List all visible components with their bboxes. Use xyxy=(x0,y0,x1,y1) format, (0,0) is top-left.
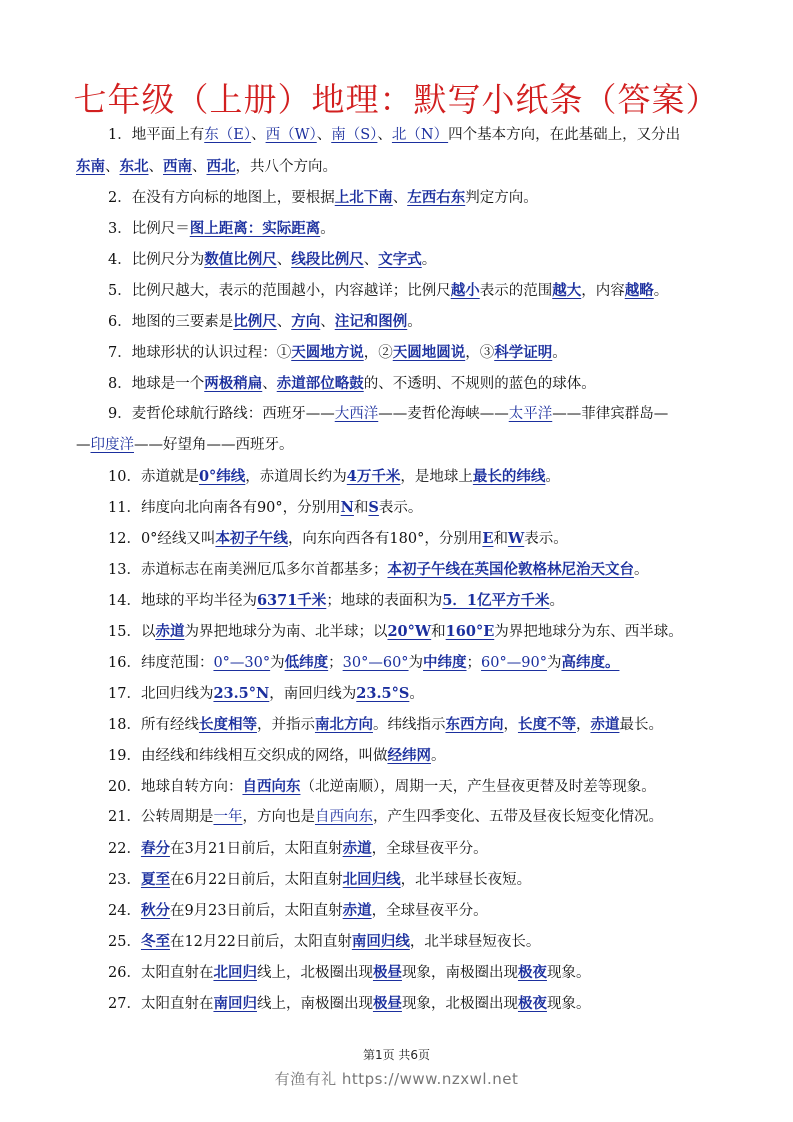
prompt-text: 。纬线指示 xyxy=(372,717,446,733)
answer-text: 经纬网 xyxy=(387,747,431,764)
answer-text: 太平洋 xyxy=(508,406,553,422)
answer-text: 上北下南 xyxy=(334,189,393,206)
answer-text: 长度相等 xyxy=(198,716,257,733)
prompt-text: 、 xyxy=(363,252,379,268)
prompt-text: 。 xyxy=(409,686,424,702)
answer-text: 南回归 xyxy=(213,995,257,1012)
prompt-text: 。 xyxy=(421,252,437,268)
prompt-text: 11．纬度向北向南各有90°，分别用 xyxy=(108,500,341,516)
prompt-text: 5．比例尺越大，表示的范围越小，内容越详；比例尺 xyxy=(108,283,451,299)
answer-text: 线段比例尺 xyxy=(291,251,364,268)
prompt-text: ， xyxy=(575,717,591,733)
answer-text: 最长的纬线 xyxy=(472,468,546,485)
prompt-text: 21．公转周期是 xyxy=(108,809,214,825)
item-1b xyxy=(76,151,736,182)
answer-text: 赤道部位略鼓 xyxy=(276,375,364,392)
answer-text: 比例尺 xyxy=(233,313,277,330)
answer-text: 东西方向 xyxy=(445,716,504,733)
prompt-text: 15．以 xyxy=(108,624,156,640)
answer-text: N xyxy=(340,499,354,516)
prompt-text: 1．地平面上有 xyxy=(108,127,205,143)
answer-text: 西北 xyxy=(206,158,236,175)
prompt-text: ，② xyxy=(363,345,393,361)
prompt-text: 现象，北极圈出现 xyxy=(401,996,518,1012)
prompt-text: 9．麦哲伦球航行路线：西班牙—— xyxy=(108,406,335,422)
item-21 xyxy=(76,802,736,833)
answer-text: 方向 xyxy=(291,313,321,330)
page-footer: 第1页 共6页 xyxy=(362,1048,431,1062)
item-20 xyxy=(76,771,736,802)
answer-text: E xyxy=(482,530,494,547)
prompt-text: ，全球昼夜平分。 xyxy=(371,841,488,857)
prompt-text: 24． xyxy=(108,903,141,919)
prompt-text: — xyxy=(76,437,91,453)
answer-text: 越大 xyxy=(552,282,582,299)
item-27 xyxy=(76,988,736,1019)
prompt-text: 判定方向。 xyxy=(465,190,538,206)
prompt-text: 、 xyxy=(316,127,332,143)
answer-text: 6371千米 xyxy=(256,592,327,609)
answer-text: 4万千米 xyxy=(346,468,401,485)
page-title: 七年级（上册）地理：默写小纸条（答案） xyxy=(73,80,720,119)
answer-text: 23.5°N xyxy=(213,685,270,702)
prompt-text: 在9月23日前后，太阳直射 xyxy=(169,903,343,919)
answer-text: 低纬度 xyxy=(284,654,329,671)
item-3 xyxy=(76,213,736,244)
prompt-text: 现象，南极圈出现 xyxy=(401,965,518,981)
item-2 xyxy=(76,182,736,213)
item-5 xyxy=(76,275,736,306)
prompt-text: 13．赤道标志在南美洲厄瓜多尔首都基多； xyxy=(108,562,388,578)
item-16 xyxy=(76,647,736,678)
prompt-text: ——好望角——西班牙。 xyxy=(134,437,294,453)
prompt-text: ，南回归线为 xyxy=(269,686,357,702)
answer-text: 赤道 xyxy=(155,623,185,640)
prompt-text: ，是地球上 xyxy=(400,469,473,485)
prompt-text: ，方向也是 xyxy=(242,809,315,825)
answer-text: 南回归线 xyxy=(351,933,410,950)
answer-text: 左西右东 xyxy=(407,189,466,206)
prompt-text: 、 xyxy=(105,159,120,175)
prompt-text: 26．太阳直射在 xyxy=(108,965,214,981)
prompt-text: 线上，北极圈出现 xyxy=(256,965,373,981)
answer-text: 北（N） xyxy=(391,127,449,143)
answer-text: 冬至 xyxy=(140,933,170,950)
answer-text: 越小 xyxy=(450,282,480,299)
answer-text: 0°—30° xyxy=(213,655,271,671)
prompt-text: ，产生四季变化、五带及昼夜长短变化情况。 xyxy=(372,809,663,825)
answer-text: 夏至 xyxy=(140,871,170,888)
answer-text: 0°纬线 xyxy=(198,468,246,485)
item-24 xyxy=(76,895,736,926)
answer-text: 两极稍扁 xyxy=(204,375,263,392)
answer-text: 文字式 xyxy=(378,251,422,268)
answer-text: 一年 xyxy=(213,809,243,825)
item-18 xyxy=(76,709,736,740)
item-10 xyxy=(76,461,736,492)
answer-text: 高纬度。 xyxy=(561,654,620,671)
answer-text: 南（S） xyxy=(331,127,378,143)
answer-text: 大西洋 xyxy=(334,406,379,422)
answer-text: 越略 xyxy=(624,282,654,299)
prompt-text: 8．地球是一个 xyxy=(108,376,205,392)
prompt-text: 、 xyxy=(377,127,392,143)
prompt-text: ，③ xyxy=(465,345,495,361)
answer-text: 春分 xyxy=(140,840,170,857)
prompt-text: 、 xyxy=(148,159,163,175)
answer-text: 科学证明 xyxy=(494,344,553,361)
prompt-text: ，全球昼夜平分。 xyxy=(371,903,488,919)
prompt-text: 和 xyxy=(431,624,446,640)
answer-text: 60°—90° xyxy=(481,655,547,671)
answer-text: 注记和图例 xyxy=(334,313,408,330)
prompt-text: 。 xyxy=(549,593,564,609)
prompt-text: 、 xyxy=(251,127,266,143)
answer-text: 赤道 xyxy=(590,716,620,733)
prompt-text: 、 xyxy=(392,190,408,206)
answer-text: 东北 xyxy=(119,158,149,175)
prompt-text: 、 xyxy=(262,376,277,392)
prompt-text: ，向东向西各有180°，分别用 xyxy=(287,531,483,547)
answer-text: 东（E） xyxy=(204,127,252,143)
answer-text: 天圆地方说 xyxy=(291,344,364,361)
prompt-text: 27．太阳直射在 xyxy=(108,996,214,1012)
answer-text: 西南 xyxy=(163,158,192,175)
prompt-text: ，北半球昼长夜短。 xyxy=(400,872,532,888)
item-9a xyxy=(76,399,736,430)
item-7 xyxy=(76,337,736,368)
item-19 xyxy=(76,740,736,771)
prompt-text: 20．地球自转方向： xyxy=(108,779,243,795)
prompt-text: 的、不透明、不规则的蓝色的球体。 xyxy=(363,376,596,392)
prompt-text: 17．北回归线为 xyxy=(108,686,214,702)
prompt-text: ，并指示 xyxy=(256,717,315,733)
prompt-text: ，赤道周长约为 xyxy=(245,469,347,485)
prompt-text: （北逆南顺），周期一天，产生昼夜更替及时差等现象。 xyxy=(300,779,656,795)
item-9b xyxy=(76,430,736,461)
prompt-text: ； xyxy=(328,655,343,671)
answer-text: W xyxy=(507,530,525,547)
answer-text: 北回归 xyxy=(213,964,257,981)
prompt-text: 2．在没有方向标的地图上，要根据 xyxy=(108,190,335,206)
answer-text: 赤道 xyxy=(342,840,372,857)
item-23 xyxy=(76,864,736,895)
answer-text: 23.5°S xyxy=(356,685,410,702)
item-22 xyxy=(76,833,736,864)
item-14 xyxy=(76,585,736,616)
prompt-text: 6．地图的三要素是 xyxy=(108,314,234,330)
answer-text: 秋分 xyxy=(140,902,170,919)
answer-text: 印度洋 xyxy=(90,437,134,453)
item-26 xyxy=(76,957,736,988)
item-15 xyxy=(76,616,736,647)
prompt-text: 为界把地球分为南、北半球；以 xyxy=(184,624,388,640)
prompt-text: ，内容 xyxy=(581,283,625,299)
prompt-text: 和 xyxy=(493,531,508,547)
prompt-text: ——麦哲伦海峡—— xyxy=(378,406,509,422)
prompt-text: 25． xyxy=(108,934,141,950)
answer-text: 西（W） xyxy=(265,127,317,143)
answer-text: 极昼 xyxy=(372,995,402,1012)
answer-text: 本初子午线在英国伦敦格林尼治天文台 xyxy=(387,561,634,578)
prompt-text: 。 xyxy=(320,221,335,237)
prompt-text: 22． xyxy=(108,841,141,857)
prompt-text: 18．所有经线 xyxy=(108,717,199,733)
prompt-text: ， xyxy=(503,717,518,733)
prompt-text: 在12月22日前后，太阳直射 xyxy=(169,934,352,950)
answer-text: 极昼 xyxy=(372,964,402,981)
prompt-text: 、 xyxy=(320,314,335,330)
prompt-text: 3．比例尺＝ xyxy=(108,221,190,237)
prompt-text: ，北半球昼短夜长。 xyxy=(409,934,541,950)
prompt-text: 最长。 xyxy=(619,717,663,733)
item-11 xyxy=(76,492,736,523)
prompt-text: 为 xyxy=(546,655,562,671)
prompt-text: 表示的范围 xyxy=(479,283,553,299)
item-17 xyxy=(76,678,736,709)
dictation-list xyxy=(76,120,736,1019)
watermark-link[interactable]: 有渔有礼 https://www.nzxwl.net xyxy=(274,1070,519,1088)
prompt-text: ；地球的表面积为 xyxy=(326,593,443,609)
prompt-text: 23． xyxy=(108,872,141,888)
answer-text: 20°W xyxy=(387,623,432,640)
answer-text: 中纬度 xyxy=(423,654,467,671)
prompt-text: 。 xyxy=(653,283,669,299)
answer-text: 极夜 xyxy=(517,995,547,1012)
prompt-text: 19．由经线和纬线相互交织成的网络，叫做 xyxy=(108,748,388,764)
prompt-text: 和 xyxy=(353,500,369,516)
answer-text: S xyxy=(368,499,379,516)
answer-text: 赤道 xyxy=(342,902,372,919)
answer-text: 东南 xyxy=(76,158,105,175)
prompt-text: 为 xyxy=(408,655,424,671)
prompt-text: 10．赤道就是 xyxy=(108,469,199,485)
prompt-text: 12．0°经线又叫 xyxy=(108,531,216,547)
answer-text: 数值比例尺 xyxy=(204,251,277,268)
prompt-text: 在3月21日前后，太阳直射 xyxy=(169,841,343,857)
prompt-text: 现象。 xyxy=(546,965,591,981)
prompt-text: 、 xyxy=(276,252,292,268)
prompt-text: 现象。 xyxy=(546,996,591,1012)
item-6 xyxy=(76,306,736,337)
prompt-text: 在6月22日前后，太阳直射 xyxy=(169,872,343,888)
item-4 xyxy=(76,244,736,275)
prompt-text: 表示。 xyxy=(524,531,568,547)
item-1a xyxy=(76,120,736,151)
item-12 xyxy=(76,523,736,554)
answer-text: 自西向东 xyxy=(242,778,301,795)
prompt-text: 、 xyxy=(276,314,292,330)
prompt-text: 。 xyxy=(633,562,649,578)
prompt-text: 、 xyxy=(192,159,207,175)
answer-text: 5．1亿平方千米 xyxy=(442,592,550,609)
prompt-text: 线上，南极圈出现 xyxy=(256,996,373,1012)
answer-text: 极夜 xyxy=(517,964,547,981)
answer-text: 天圆地圆说 xyxy=(392,344,466,361)
item-8 xyxy=(76,368,736,399)
prompt-text: 7．地球形状的认识过程：① xyxy=(108,345,292,361)
answer-text: 160°E xyxy=(445,623,495,640)
answer-text: 图上距离：实际距离 xyxy=(189,220,321,237)
answer-text: 30°—60° xyxy=(342,655,409,671)
answer-text: 南北方向 xyxy=(314,716,373,733)
prompt-text: 表示。 xyxy=(378,500,423,516)
prompt-text: 。 xyxy=(407,314,422,330)
prompt-text: 为界把地球分为东、西半球。 xyxy=(494,624,683,640)
answer-text: 自西向东 xyxy=(314,809,373,825)
prompt-text: 16．纬度范围： xyxy=(108,655,214,671)
prompt-text: 。 xyxy=(430,748,446,764)
item-13 xyxy=(76,554,736,585)
prompt-text: ——菲律宾群岛— xyxy=(552,406,669,422)
answer-text: 北回归线 xyxy=(342,871,401,888)
item-25 xyxy=(76,926,736,957)
prompt-text: 四个基本方向，在此基础上，又分出 xyxy=(448,127,681,143)
prompt-text: 14．地球的平均半径为 xyxy=(108,593,257,609)
answer-text: 长度不等 xyxy=(517,716,576,733)
prompt-text: ； xyxy=(466,655,482,671)
answer-text: 本初子午线 xyxy=(215,530,288,547)
prompt-text: 4．比例尺分为 xyxy=(108,252,205,268)
prompt-text: 。 xyxy=(552,345,567,361)
prompt-text: 。 xyxy=(545,469,560,485)
prompt-text: 为 xyxy=(270,655,285,671)
prompt-text: ，共八个方向。 xyxy=(235,159,337,175)
